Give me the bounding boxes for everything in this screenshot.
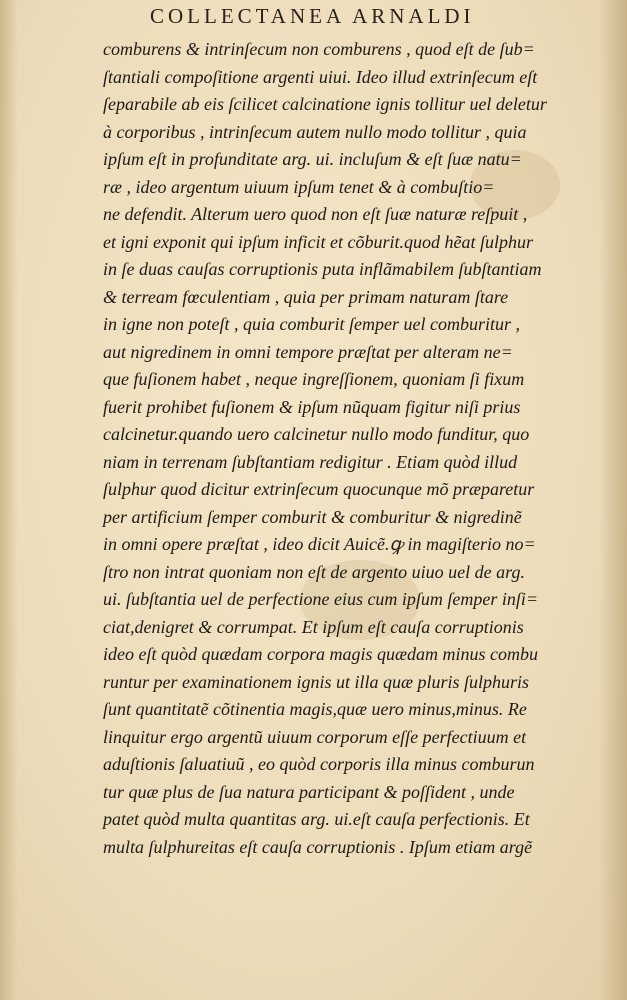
text-line: per artificium ſemper comburit & comburitur & nigredinẽ [103,506,522,527]
text-line: runtur per examinationem ignis ut illa quæ pluris ſulphuris [103,671,530,692]
text-line: fuerit prohibet fuſionem & ipſum nũquam figitur niſi prius [103,396,521,417]
page-shadow-left [0,0,18,1000]
text-line: niam in terrenam ſubſtantiam redigitur . Etiam quòd illud [103,451,518,472]
text-line: in igne non poteſt , quia comburit ſemper uel comburitur , [103,314,520,334]
text-line: calcinetur.quando uero calcinetur nullo modo funditur, quo [103,424,530,444]
text-line: linquitur ergo argentũ uiuum corporum eſſe perfectiuum et [103,726,527,747]
text-line: ſtantiali compoſitione argenti uiui. Ideo illud extrinſecum eſt [103,66,538,87]
running-title: COLLECTANEA ARNALDI [150,4,475,28]
text-line: aduſtionis ſaluatiuũ , eo quòd corporis illa minus comburun [103,754,535,774]
text-line: patet quòd multa quantitas arg. ui.eſt cauſa perfectionis. Et [103,809,530,829]
text-line: que fuſionem habet , neque ingreſſionem, quoniam ſi fixum [103,369,525,389]
text-line: in omni opere præſtat , ideo dicit Auicẽ.ꝙ in magiſterio no= [103,534,536,554]
text-line: in ſe duas cauſas corruptionis puta inflãmabilem ſubſtantiam [103,259,542,279]
text-line: ne defendit. Alterum uero quod non eſt ſuæ naturæ reſpuit , [103,204,528,224]
text-line: et igni exponit qui ipſum inficit et cõburit.quod hẽat ſulphur [103,231,533,252]
text-line: à corporibus , intrinſecum autem nullo modo tollitur , quia [103,121,527,142]
text-line: ſulphur quod dicitur extrinſecum quocunque mõ præparetur [103,479,535,499]
body-text [103,36,613,861]
text-line: aut nigredinem in omni tempore præſtat per alteram ne= [103,341,513,362]
text-line: tur quæ plus de ſua natura participant & poſſident , unde [103,781,515,802]
text-line: ui. ſubſtantia uel de perfectione eius cum ipſum ſemper inſi= [103,589,539,609]
text-line: ſunt quantitatẽ cõtinentia magis,quæ uero minus,minus. Re [103,699,527,719]
text-line: multa ſulphureitas eſt cauſa corruptionis . Ipſum etiam argẽ [103,836,533,857]
text-line: ciat,denigret & corrumpat. Et ipſum eſt cauſa corruptionis [103,616,524,637]
text-line: ræ , ideo argentum uiuum ipſum tenet & à combuſtio= [103,176,495,197]
text-line: ideo eſt quòd quædam corpora magis quædam minus combu [103,644,538,664]
text-line: ſtro non intrat quoniam non eſt de argento uiuo uel de arg. [103,561,525,582]
text-line: ſeparabile ab eis ſcilicet calcinatione ignis tollitur uel deletur [103,94,547,114]
text-line: & terream fœculentiam , quia per primam naturam ſtare [103,286,509,307]
text-line: ipſum eſt in profunditate arg. ui. incluſum & eſt ſuæ natu= [103,149,522,169]
text-line: comburens & intrinſecum non comburens , quod eſt de ſub= [103,39,535,59]
